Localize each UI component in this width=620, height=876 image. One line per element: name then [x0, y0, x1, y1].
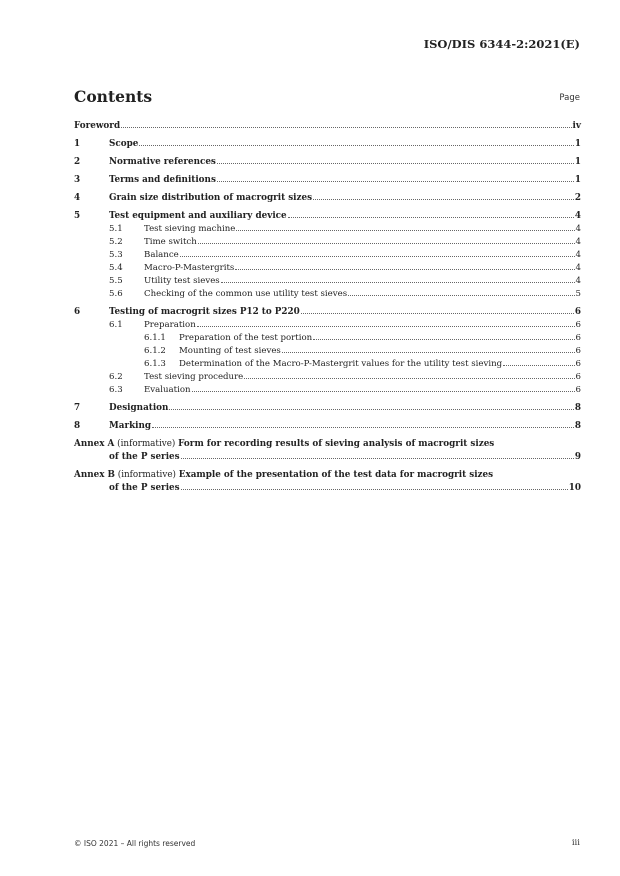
toc-entry-title: Test equipment and auxiliary device [109, 211, 287, 221]
toc-entry[interactable] [74, 192, 581, 205]
toc-entry-page: 1 [574, 157, 581, 167]
dot-leader [313, 339, 574, 340]
annex-kind: (informative) [117, 439, 176, 449]
toc-entry-number: 6.3 [109, 385, 123, 395]
toc-entry-page: 6 [575, 333, 581, 343]
dot-leader [192, 391, 575, 392]
dot-leader [152, 427, 574, 428]
annex-label: Annex A [74, 439, 115, 449]
toc-entry-number: 5.6 [109, 289, 123, 299]
toc-entry-page: 6 [575, 359, 581, 369]
annex-title: Form for recording results of sieving analysis of macrogrit sizes [178, 439, 495, 449]
toc-entry-number: 6.1 [109, 320, 123, 330]
toc-entry-page: 1 [574, 139, 581, 149]
dot-leader [180, 256, 575, 257]
toc-entry-number: 5.2 [109, 237, 123, 247]
dot-leader [503, 365, 574, 366]
toc-entry-number: 6.1.3 [144, 359, 166, 369]
toc-entry[interactable] [74, 223, 581, 236]
toc-entry-page: 4 [575, 250, 581, 260]
dot-leader [282, 352, 575, 353]
toc-entry[interactable] [74, 174, 581, 187]
toc-entry-title: Normative references [109, 157, 216, 167]
toc-entry-title: Test sieving machine [144, 224, 236, 234]
toc-entry-title: Balance [144, 250, 179, 260]
toc-entry-number: 5.3 [109, 250, 123, 260]
document-id: ISO/DIS 6344-2:2021(E) [423, 37, 580, 51]
copyright-notice: © ISO 2021 – All rights reserved [74, 839, 196, 848]
toc-entry-title: Grain size distribution of macrogrit sizes [109, 193, 313, 203]
toc-entry[interactable] [74, 156, 581, 169]
toc-entry[interactable] [74, 120, 581, 133]
toc-entry-title: Preparation of the test portion [179, 333, 313, 343]
toc-entry-title: Designation [109, 403, 169, 413]
toc-entry-number: 4 [74, 193, 81, 203]
toc-entry[interactable] [74, 275, 581, 288]
toc-entry-title: Determination of the Macro-P-Mastergrit values for the utility test sieving [179, 359, 503, 369]
toc-entry-number: 6.2 [109, 372, 123, 382]
annex-entry[interactable] [74, 469, 581, 495]
dot-leader [139, 145, 574, 146]
dot-leader [244, 378, 574, 379]
toc-entry-number: 3 [74, 175, 81, 185]
toc-entry[interactable] [74, 420, 581, 433]
toc-entry-number: 5.4 [109, 263, 123, 273]
toc-entry[interactable] [74, 210, 581, 223]
annex-heading [74, 438, 581, 451]
annex-page: 10 [568, 483, 581, 493]
toc-entry[interactable] [74, 371, 581, 384]
toc-entry[interactable] [74, 236, 581, 249]
toc-entry-page: 4 [575, 237, 581, 247]
annex-kind: (informative) [117, 470, 176, 480]
table-of-contents [74, 120, 581, 495]
toc-entry[interactable] [74, 358, 581, 371]
toc-entry[interactable] [74, 319, 581, 332]
dot-leader [181, 458, 574, 459]
toc-entry[interactable] [74, 138, 581, 151]
toc-entry-page: 1 [574, 175, 581, 185]
toc-entry-page: 4 [575, 224, 581, 234]
toc-entry[interactable] [74, 345, 581, 358]
dot-leader [217, 163, 574, 164]
dot-leader [236, 230, 574, 231]
toc-entry-number: 5.5 [109, 276, 123, 286]
toc-entry[interactable] [74, 262, 581, 275]
toc-entry-title: Time switch [144, 237, 197, 247]
toc-entry[interactable] [74, 332, 581, 345]
toc-entry[interactable] [74, 306, 581, 319]
annex-page: 9 [574, 452, 581, 462]
toc-entry-number: 8 [74, 421, 81, 431]
dot-leader [197, 326, 575, 327]
dot-leader [301, 313, 574, 314]
dot-leader [313, 199, 574, 200]
toc-entry[interactable] [74, 402, 581, 415]
dot-leader [288, 217, 574, 218]
toc-entry-number: 5 [74, 211, 81, 221]
annex-title-continued: of the P series [109, 483, 180, 493]
toc-entry-title: Evaluation [144, 385, 191, 395]
toc-entry-page: 2 [574, 193, 581, 203]
dot-leader [181, 489, 568, 490]
dot-leader [217, 181, 574, 182]
toc-entry-title: Terms and definitions [109, 175, 216, 185]
toc-entry-page: 6 [575, 385, 581, 395]
dot-leader [235, 269, 574, 270]
toc-entry-page: 4 [575, 276, 581, 286]
toc-entry-page: 6 [574, 307, 581, 317]
toc-entry[interactable] [74, 249, 581, 262]
dot-leader [198, 243, 575, 244]
dot-leader [348, 295, 574, 296]
toc-entry-page: 6 [575, 372, 581, 382]
toc-entry-title: Scope [109, 139, 139, 149]
toc-entry-number: 2 [74, 157, 81, 167]
page-title: Contents [74, 87, 153, 106]
toc-entry-page: 8 [574, 421, 581, 431]
annex-title-continued: of the P series [109, 452, 180, 462]
dot-leader [121, 127, 571, 128]
toc-entry-page: 6 [575, 346, 581, 356]
toc-entry[interactable] [74, 288, 581, 301]
toc-entry-number: 7 [74, 403, 81, 413]
annex-title: Example of the presentation of the test data for macrogrit sizes [178, 470, 494, 480]
toc-entry-page: 6 [575, 320, 581, 330]
footer-page-number: iii [571, 838, 580, 848]
toc-entry-title: Testing of macrogrit sizes P12 to P220 [109, 307, 300, 317]
annex-entry[interactable] [74, 438, 581, 464]
toc-entry-title: Checking of the common use utility test sieves [144, 289, 348, 299]
toc-entry[interactable] [74, 384, 581, 397]
toc-entry-title: Marking [109, 421, 152, 431]
dot-leader [169, 409, 573, 410]
toc-entry-title: Macro-P-Mastergrits [144, 263, 235, 273]
toc-entry-number: 6.1.2 [144, 346, 166, 356]
toc-entry-title: Preparation [144, 320, 196, 330]
page-column-label: Page [559, 93, 580, 103]
toc-entry-page: 8 [574, 403, 581, 413]
toc-entry-number: 1 [74, 139, 81, 149]
toc-entry-title: Foreword [74, 121, 121, 131]
dot-leader [221, 282, 575, 283]
toc-entry-title: Test sieving procedure [144, 372, 244, 382]
toc-entry-number: 5.1 [109, 224, 123, 234]
toc-entry-number: 6 [74, 307, 81, 317]
toc-entry-number: 6.1.1 [144, 333, 166, 343]
toc-entry-title: Mounting of test sieves [179, 346, 281, 356]
toc-entry-page: 4 [574, 211, 581, 221]
annex-label: Annex B [74, 470, 115, 480]
annex-heading [74, 469, 581, 482]
toc-entry-page: 5 [575, 289, 581, 299]
toc-entry-page: 4 [575, 263, 581, 273]
toc-entry-title: Utility test sieves [144, 276, 220, 286]
toc-entry-page: iv [572, 121, 581, 131]
